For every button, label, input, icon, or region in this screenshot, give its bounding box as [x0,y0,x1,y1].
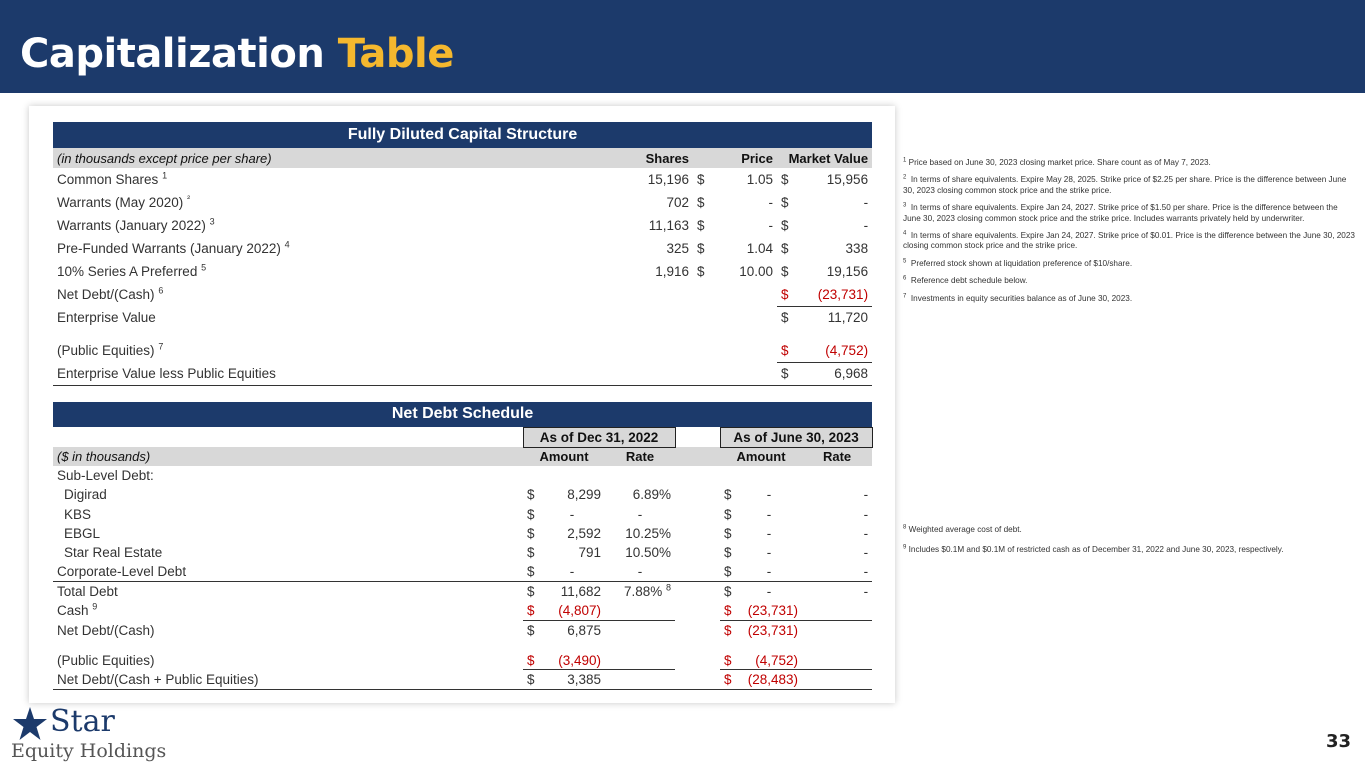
footnote-text: Reference debt schedule below. [910,276,1028,286]
table-row [53,601,872,620]
footnote-text: Includes $0.1M and $0.1M of restricted cash as of December 31, 2022 and June 30, 2023, respectively. [908,545,1284,555]
logo-word-star: Star [50,704,115,739]
dollar-sign: $ [781,172,789,187]
company-logo [10,704,210,764]
amount-cell: 791 [578,545,601,561]
market-value-cell: 6,968 [791,362,872,385]
amount-cell: - [766,487,772,503]
row-label: EBGL [64,526,101,542]
table-row [53,191,872,214]
row-label: Star Real Estate [64,545,163,561]
amount-cell: - [766,506,772,522]
footnote [903,175,1355,196]
rate-cell: - [802,582,872,601]
footnote-ref: 5 [201,262,207,273]
row-label: (Public Equities) [57,343,155,358]
col-rate-header: Rate [802,447,872,466]
footnote-ref: 1 [162,170,168,181]
footnote-number: 1 [903,157,907,164]
shares-cell: 702 [666,195,689,210]
footnotes-debt [903,525,1355,566]
market-value-cell: - [863,195,869,210]
rate-cell: - [863,487,869,503]
amount-cell: - [766,564,772,580]
dollar-sign: $ [527,602,535,618]
table-row [53,214,872,237]
table-row [53,524,872,543]
footnote-ref: 9 [92,601,98,612]
footnote-text: Price based on June 30, 2023 closing market price. Share count as of May 7, 2023. [908,158,1211,167]
footnote-text: In terms of share equivalents. Expire Jan 24, 2027. Strike price of $0.01. Price is the difference between the June 30, 2023 closing common stock price and the strike price. [903,231,1355,251]
dollar-sign: $ [781,195,789,210]
amount-cell: 6,875 [539,620,605,639]
dollar-sign: $ [527,564,535,580]
market-value-cell: 338 [845,241,869,256]
amount-cell: - [736,582,802,601]
rate-cell: - [637,506,643,522]
market-value-cell: - [863,218,869,233]
shares-cell: 15,196 [647,172,689,187]
footnote [903,545,1355,555]
debt-units-note: ($ in thousands) [53,447,523,466]
table-row [53,339,872,362]
period-jun-2023: As of June 30, 2023 [720,427,872,447]
footnote-number: 5 [903,258,907,265]
dollar-sign: $ [781,241,789,256]
table-row [53,543,872,562]
dollar-sign: $ [720,582,736,601]
dollar-sign: $ [777,339,791,362]
table-row [53,362,872,385]
amount-cell: (23,731) [736,620,802,639]
row-label: (Public Equities) [57,652,155,668]
footnote-ref: 4 [284,239,290,250]
amount-cell: (3,490) [539,651,605,670]
amount-cell: - [766,545,772,561]
dollar-sign: $ [720,651,736,670]
rate-cell [605,582,675,601]
dollar-sign: $ [724,564,732,580]
shares-cell: 11,163 [648,218,689,233]
page-number: 33 [1325,731,1351,752]
page-title [20,30,454,78]
amount-cell: 3,385 [539,670,605,689]
rate-cell: - [863,564,869,580]
row-label: Digirad [64,487,107,503]
footnote [903,525,1355,535]
row-label: Cash [57,603,89,619]
rate-cell: - [637,564,643,580]
dollar-sign: $ [724,545,732,561]
capital-units-note: (in thousands except price per share) [53,148,523,168]
footnote-ref: 8 [665,582,671,593]
footnote-number: 9 [903,544,907,551]
rate-cell: - [863,526,869,542]
col-rate-header: Rate [605,447,675,466]
footnote-text: In terms of share equivalents. Expire May 28, 2025. Strike price of $2.25 per share. Price is the difference between June 30, 2023 closing common stock price and the strike price. [903,175,1347,195]
footnote-number: 6 [903,275,907,282]
table-row [53,168,872,191]
table-row [53,260,872,283]
footnote [903,231,1355,252]
table-row [53,582,872,601]
amount-cell: - [569,564,575,580]
price-cell: - [768,218,773,233]
shares-cell: 1,916 [655,264,689,279]
section-label: Sub-Level Debt: [57,468,154,484]
market-value-cell: (4,752) [791,339,872,362]
amount-cell: 8,299 [567,487,601,503]
dollar-sign: $ [527,526,535,542]
dollar-sign: $ [781,264,789,279]
dollar-sign: $ [527,545,535,561]
footnote [903,276,1355,286]
title-bar [0,0,1365,93]
table-row [53,505,872,524]
row-label: Enterprise Value [57,310,156,325]
dollar-sign: $ [777,362,791,385]
table-row [53,620,872,639]
footnote-number: 3 [903,202,907,209]
footnote-text: Preferred stock shown at liquidation preference of $10/share. [910,258,1133,268]
net-debt-schedule-table [53,402,873,690]
row-label: Net Debt/(Cash) [57,622,155,638]
dollar-sign: $ [697,172,705,187]
dollar-sign: $ [523,670,539,689]
dollar-sign: $ [777,283,791,306]
footnote-number: 8 [903,524,907,531]
dollar-sign: $ [697,195,705,210]
net-debt-schedule-title: Net Debt Schedule [53,402,872,427]
dollar-sign: $ [724,526,732,542]
footnote [903,294,1355,304]
market-value-cell: 19,156 [826,264,869,279]
footnote [903,158,1355,168]
row-label: Warrants (May 2020) [57,195,184,210]
row-label: Enterprise Value less Public Equities [57,365,276,381]
col-shares-header: Shares [523,148,693,168]
row-label: Warrants (January 2022) [57,218,206,233]
rate-value: 7.88% [623,584,663,600]
rate-cell: 10.50% [625,545,671,561]
amount-cell: (23,731) [747,602,798,618]
amount-cell: - [766,526,772,542]
dollar-sign: $ [724,506,732,522]
table-row [53,237,872,260]
row-label: Pre-Funded Warrants (January 2022) [57,241,281,256]
dollar-sign: $ [781,218,789,233]
footnote-number: 4 [903,230,907,237]
dollar-sign: $ [697,241,705,256]
col-price-header: Price [707,148,777,168]
capital-structure-title: Fully Diluted Capital Structure [53,122,872,148]
footnotes [903,158,1355,311]
row-label: Corporate-Level Debt [57,564,187,580]
dollar-sign: $ [720,620,736,639]
footnote-text: In terms of share equivalents. Expire Jan 24, 2027. Strike price of $1.50 per share. Price is the difference between the June 30, 2023 closing common stock price and the strike price. Includes warrants privately held by underwriter. [903,203,1338,223]
dollar-sign: $ [527,487,535,503]
footnote [903,259,1355,269]
amount-cell: 11,682 [539,582,605,601]
row-label: KBS [64,506,92,522]
table-row [53,562,872,581]
table-row [53,283,872,306]
footnote-number: 7 [903,292,907,299]
footnote-text: Weighted average cost of debt. [908,525,1022,534]
footnote-ref: 6 [158,285,164,296]
dollar-sign: $ [523,651,539,670]
market-value-cell: (23,731) [791,283,872,306]
price-cell: 1.05 [746,172,773,187]
footnote-ref: 7 [158,341,164,352]
price-cell: - [768,195,773,210]
amount-cell: (28,483) [736,670,802,689]
footnote-ref: ² [187,193,191,204]
dollar-sign: $ [697,218,705,233]
market-value-cell: 11,720 [827,310,869,326]
logo-word-equity-holdings: Equity Holdings [11,740,167,762]
table-row [53,670,872,689]
rate-cell: 10.25% [625,526,671,542]
rate-cell: - [863,506,869,522]
row-label: Net Debt/(Cash + Public Equities) [53,670,523,689]
star-icon [12,706,48,742]
dollar-sign: $ [697,264,705,279]
dollar-sign: $ [523,620,539,639]
row-label: Total Debt [53,582,523,601]
footnote [903,203,1355,224]
col-amount-header: Amount [523,447,605,466]
title-main: Capitalization [20,31,325,77]
col-amount-header: Amount [720,447,802,466]
period-dec-2022: As of Dec 31, 2022 [523,427,675,447]
dollar-sign: $ [724,487,732,503]
dollar-sign: $ [781,310,789,326]
dollar-sign: $ [527,506,535,522]
footnote-number: 2 [903,174,907,181]
table-row [53,485,872,504]
market-value-cell: 15,956 [826,172,869,187]
table-row [53,306,872,329]
footnote-ref: 3 [209,216,215,227]
amount-cell: (4,807) [558,602,601,618]
shares-cell: 325 [666,241,689,256]
amount-cell: (4,752) [736,651,802,670]
footnote-text: Investments in equity securities balance as of June 30, 2023. [910,293,1133,303]
rate-cell: - [863,545,869,561]
title-accent: Table [337,31,454,77]
col-market-value-header: Market Value [777,148,872,168]
dollar-sign: $ [720,670,736,689]
rate-cell: 6.89% [632,487,671,503]
dollar-sign: $ [724,602,732,618]
capital-structure-table [53,122,872,386]
price-cell: 10.00 [739,264,773,279]
dollar-sign: $ [523,582,539,601]
price-cell: 1.04 [746,241,773,256]
row-label: Common Shares [57,172,159,187]
amount-cell: 2,592 [567,526,601,542]
row-label: Net Debt/(Cash) [57,287,155,302]
amount-cell: - [569,506,575,522]
row-label: 10% Series A Preferred [57,264,198,279]
table-row [53,651,872,670]
